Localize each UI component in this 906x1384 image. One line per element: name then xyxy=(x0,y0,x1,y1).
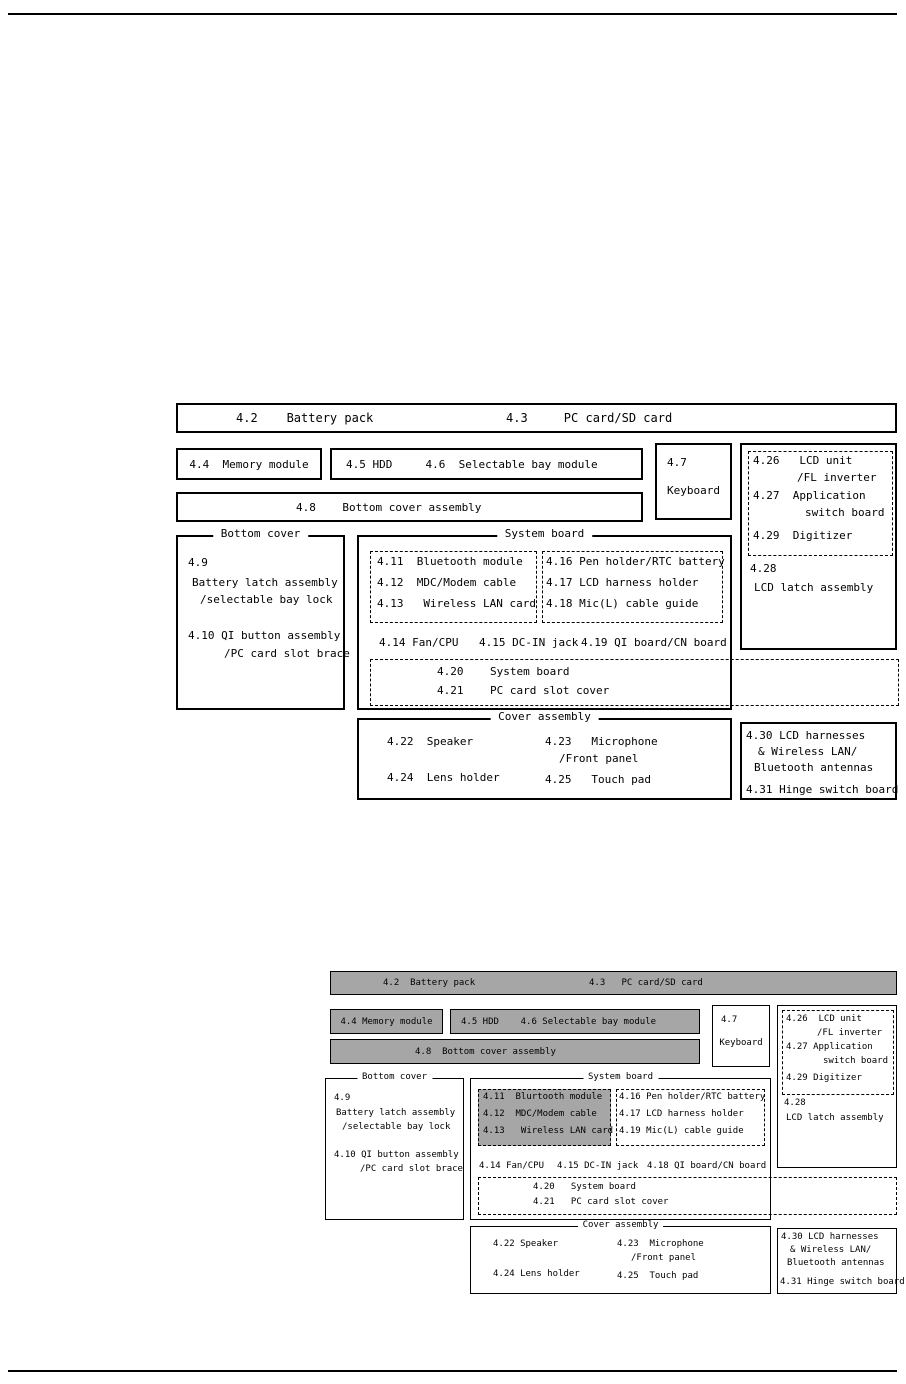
qi-button-label: 4.10 QI button assembly xyxy=(334,1150,459,1160)
antennas-box-1 xyxy=(740,722,897,800)
bluetooth-antenna-label: Bluetooth antennas xyxy=(754,761,874,774)
pccard-label: 4.3 PC card/SD card xyxy=(589,978,703,988)
lens-holder-label: 4.24 Lens holder xyxy=(493,1269,580,1279)
bottom-cover-title: Bottom cover xyxy=(357,1073,432,1082)
bottom-cover-title: Bottom cover xyxy=(213,528,308,539)
bluetooth-label: 4.11 Blurtooth module xyxy=(483,1092,603,1102)
selectable-bay-lock-label: /selectable bay lock xyxy=(200,593,333,606)
lcd-unit-box-2 xyxy=(777,1005,897,1168)
qi-board-label: 4.19 QI board/CN board xyxy=(581,636,727,649)
system-board-item-label: 4.20 System board xyxy=(437,665,570,678)
lcd-latch-label: LCD latch assembly xyxy=(786,1113,884,1123)
dc-in-label: 4.15 DC-IN jack xyxy=(557,1161,639,1171)
fl-inverter-label: /FL inverter xyxy=(817,1028,883,1038)
switch-board-label: switch board xyxy=(805,506,885,519)
qi-button-label: 4.10 QI button assembly xyxy=(188,629,341,642)
mic-cable-guide-label: 4.19 Mic(L) cable guide xyxy=(619,1126,744,1136)
mic-cable-guide-label: 4.18 Mic(L) cable guide xyxy=(546,597,699,610)
hdd-bay-label: 4.5 HDD 4.6 Selectable bay module xyxy=(346,458,598,471)
digitizer-label: 4.29 Digitizer xyxy=(753,529,853,542)
hinge-switch-label: 4.31 Hinge switch board xyxy=(746,783,899,796)
hdd-bay-box-2 xyxy=(450,1009,700,1034)
speaker-label: 4.22 Speaker xyxy=(387,735,474,748)
pen-holder-group-dashed-1 xyxy=(542,551,723,623)
fan-cpu-label: 4.14 Fan/CPU xyxy=(379,636,459,649)
selectable-bay-lock-label: /selectable bay lock xyxy=(342,1122,451,1132)
system-board-dashed-1 xyxy=(370,659,899,706)
wireless-lan-antenna-label: & Wireless LAN/ xyxy=(790,1245,872,1255)
cover-assembly-box-2 xyxy=(470,1220,771,1294)
lcd-harness-holder-label: 4.17 LCD harness holder xyxy=(546,576,699,589)
fl-inverter-label: /FL inverter xyxy=(797,471,877,484)
lcd-unit-box-1 xyxy=(740,443,897,650)
system-board-dashed-2 xyxy=(478,1177,897,1215)
keyboard-box-1 xyxy=(655,443,732,520)
battery-latch-label: Battery latch assembly xyxy=(192,576,338,589)
application-switch-label: 4.27 Application xyxy=(753,489,866,502)
wireless-lan-label: 4.13 Wireless LAN card xyxy=(377,597,536,610)
lcd-harnesses-label: 4.30 LCD harnesses xyxy=(746,729,866,742)
keyboard-num-label: 4.7 xyxy=(721,1015,738,1025)
bottom-cover-assembly-label: 4.8 Bottom cover assembly xyxy=(296,501,482,514)
digitizer-label: 4.29 Digitizer xyxy=(786,1073,862,1083)
antennas-box-2 xyxy=(777,1228,905,1294)
switch-board-label: switch board xyxy=(823,1056,889,1066)
bottom-cover-box-1 xyxy=(176,527,350,710)
bluetooth-label: 4.11 Bluetooth module xyxy=(377,555,523,568)
qi-board-label: 4.18 QI board/CN board xyxy=(647,1161,767,1171)
pen-holder-group-dashed-2 xyxy=(616,1089,765,1146)
bottom-cover-box-2 xyxy=(325,1072,464,1220)
pc-card-slot-brace-label: /PC card slot brace xyxy=(224,647,350,660)
keyboard-label: Keyboard xyxy=(719,1038,763,1048)
lcd-latch-num-label: 4.28 xyxy=(784,1098,806,1108)
lcd-group-dashed-2 xyxy=(782,1010,894,1095)
battery-pccard-box-1 xyxy=(176,403,897,433)
memory-module-box-2 xyxy=(330,1009,443,1034)
system-board-title: System board xyxy=(497,528,592,539)
keyboard-box-2 xyxy=(712,1005,770,1067)
lcd-unit-label: 4.26 LCD unit xyxy=(753,454,853,467)
lcd-harnesses-label: 4.30 LCD harnesses xyxy=(781,1232,879,1242)
keyboard-label: Keyboard xyxy=(667,484,720,497)
lcd-group-dashed-1 xyxy=(748,451,893,556)
memory-module-box-1 xyxy=(176,448,322,480)
battery-latch-num-label: 4.9 xyxy=(334,1093,351,1103)
cover-assembly-title: Cover assembly xyxy=(490,711,599,722)
hdd-bay-label: 4.5 HDD 4.6 Selectable bay module xyxy=(461,1017,657,1027)
application-switch-label: 4.27 Application xyxy=(786,1042,873,1052)
hinge-switch-label: 4.31 Hinge switch board xyxy=(780,1277,905,1287)
bluetooth-antenna-label: Bluetooth antennas xyxy=(787,1258,885,1268)
system-board-item-label: 4.20 System board xyxy=(533,1182,636,1192)
battery-pack-label: 4.2 Battery pack xyxy=(236,411,374,425)
lcd-unit-label: 4.26 LCD unit xyxy=(786,1014,862,1024)
cover-assembly-title: Cover assembly xyxy=(578,1221,664,1230)
pccard-label: 4.3 PC card/SD card xyxy=(506,411,673,425)
lcd-harness-holder-label: 4.17 LCD harness holder xyxy=(619,1109,744,1119)
front-panel-label: /Front panel xyxy=(631,1253,697,1263)
wireless-lan-label: 4.13 Wireless LAN card xyxy=(483,1126,614,1136)
mdc-modem-label: 4.12 MDC/Modem cable xyxy=(377,576,517,589)
keyboard-num-label: 4.7 xyxy=(667,456,687,469)
cover-assembly-box-1 xyxy=(357,710,732,800)
battery-latch-num-label: 4.9 xyxy=(188,556,208,569)
battery-latch-label: Battery latch assembly xyxy=(336,1108,456,1118)
wireless-group-dashed-2 xyxy=(478,1089,614,1146)
page-bottom-rule xyxy=(8,1370,897,1372)
pc-slot-cover-label: 4.21 PC card slot cover xyxy=(533,1197,669,1207)
system-board-box-2 xyxy=(470,1072,771,1220)
memory-module-label: 4.4 Memory module xyxy=(340,1017,433,1027)
wireless-lan-antenna-label: & Wireless LAN/ xyxy=(758,745,858,758)
bottom-cover-assembly-label: 4.8 Bottom cover assembly xyxy=(415,1047,556,1057)
fan-cpu-label: 4.14 Fan/CPU xyxy=(479,1161,545,1171)
pc-card-slot-brace-label: /PC card slot brace xyxy=(360,1164,463,1174)
touch-pad-label: 4.25 Touch pad xyxy=(617,1271,699,1281)
system-board-title: System board xyxy=(583,1073,658,1082)
wireless-group-dashed-1 xyxy=(370,551,537,623)
hdd-bay-box-1 xyxy=(330,448,643,480)
microphone-label: 4.23 Microphone xyxy=(545,735,658,748)
touch-pad-label: 4.25 Touch pad xyxy=(545,773,651,786)
dc-in-label: 4.15 DC-IN jack xyxy=(479,636,579,649)
pen-holder-label: 4.16 Pen holder/RTC battery xyxy=(546,555,725,568)
microphone-label: 4.23 Microphone xyxy=(617,1239,704,1249)
battery-pack-label: 4.2 Battery pack xyxy=(383,978,476,988)
bottom-cover-assembly-box-2 xyxy=(330,1039,700,1064)
memory-module-label: 4.4 Memory module xyxy=(189,458,309,471)
lens-holder-label: 4.24 Lens holder xyxy=(387,771,500,784)
lcd-latch-num-label: 4.28 xyxy=(750,562,777,575)
pen-holder-label: 4.16 Pen holder/RTC battery xyxy=(619,1092,766,1102)
front-panel-label: /Front panel xyxy=(559,752,639,765)
speaker-label: 4.22 Speaker xyxy=(493,1239,559,1249)
lcd-latch-label: LCD latch assembly xyxy=(754,581,874,594)
mdc-modem-label: 4.12 MDC/Modem cable xyxy=(483,1109,597,1119)
page-top-rule xyxy=(8,13,897,15)
system-board-box-1 xyxy=(357,527,732,710)
battery-pccard-box-2 xyxy=(330,971,897,995)
pc-slot-cover-label: 4.21 PC card slot cover xyxy=(437,684,610,697)
bottom-cover-assembly-box-1 xyxy=(176,492,643,522)
